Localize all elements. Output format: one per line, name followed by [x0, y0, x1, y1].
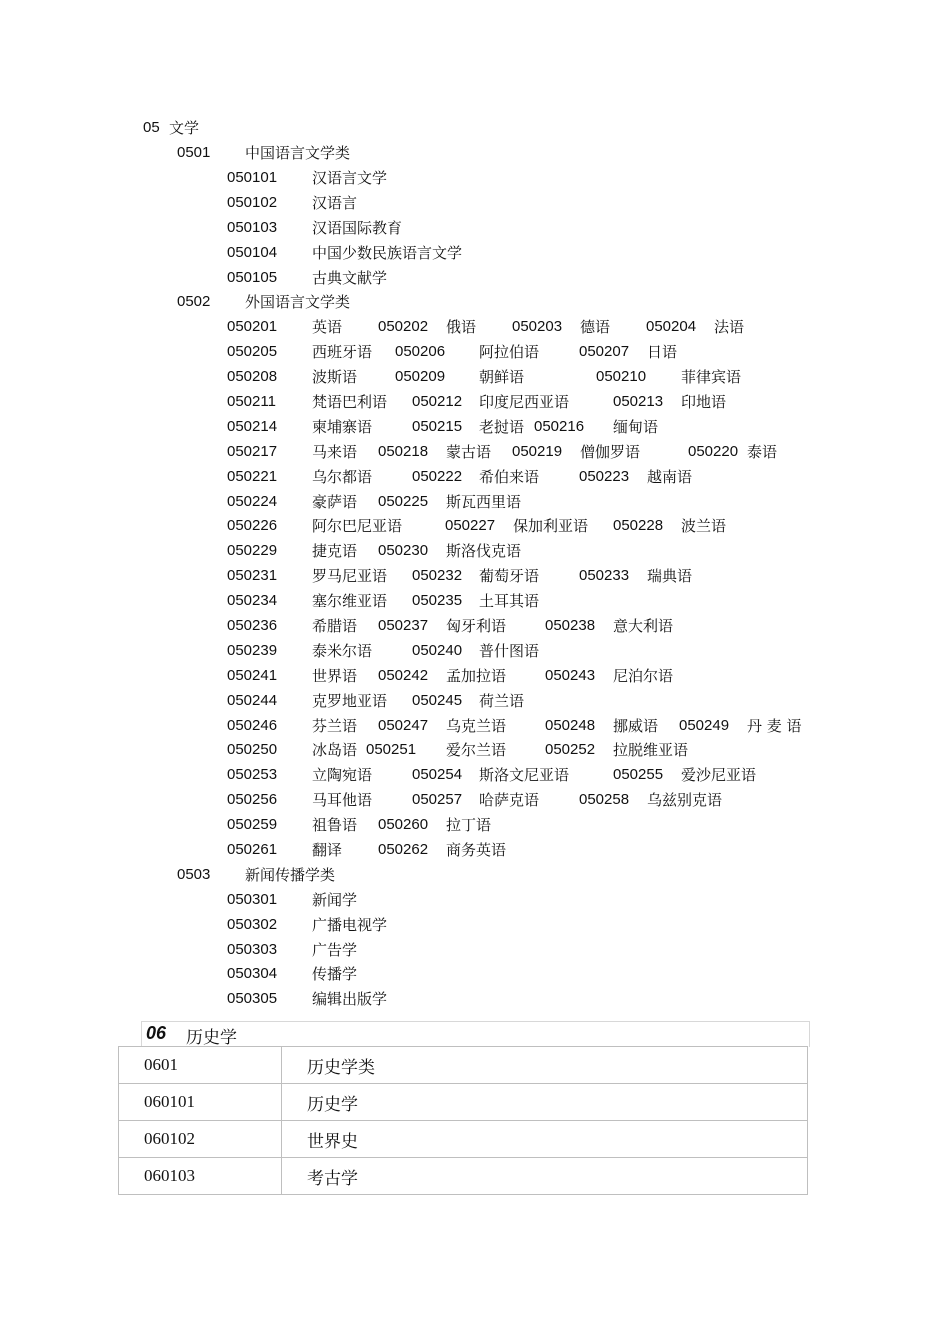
item-name: 希腊语	[312, 617, 358, 635]
item-code: 050104	[227, 244, 278, 261]
item-code: 050254	[412, 766, 463, 783]
item-name: 匈牙利语	[446, 617, 507, 635]
item-name: 传播学	[312, 965, 358, 983]
item-code: 050302	[227, 916, 278, 933]
item-name: 古典文献学	[312, 269, 388, 287]
item-name: 瑞典语	[647, 567, 693, 585]
history-table	[118, 1046, 808, 1195]
item-name: 荷兰语	[479, 692, 525, 710]
item-name: 汉语言文学	[312, 169, 388, 187]
item-code: 050301	[227, 891, 278, 908]
item-name: 斯洛文尼亚语	[479, 766, 570, 784]
item-code: 050244	[227, 692, 278, 709]
item-name: 尼泊尔语	[613, 667, 674, 685]
section-code: 05	[143, 119, 160, 136]
item-code: 050201	[227, 318, 278, 335]
name-cell: 世界史	[282, 1121, 808, 1158]
table-row	[119, 1047, 808, 1084]
table-row	[119, 1158, 808, 1195]
item-name: 日语	[647, 343, 678, 361]
item-code: 050248	[545, 717, 596, 734]
item-code: 050221	[227, 468, 278, 485]
item-name: 阿拉伯语	[479, 343, 540, 361]
code-cell: 060101	[119, 1084, 282, 1121]
item-name: 西班牙语	[312, 343, 373, 361]
item-code: 050227	[445, 517, 496, 534]
item-name: 马耳他语	[312, 791, 373, 809]
item-name: 葡萄牙语	[479, 567, 540, 585]
item-code: 050209	[395, 368, 446, 385]
item-code: 050225	[378, 493, 429, 510]
item-code: 050220	[688, 443, 739, 460]
item-code: 050303	[227, 941, 278, 958]
item-name: 立陶宛语	[312, 766, 373, 784]
item-code: 050204	[646, 318, 697, 335]
item-name: 商务英语	[446, 841, 507, 859]
item-name: 菲律宾语	[681, 368, 742, 386]
item-name: 保加利亚语	[513, 517, 589, 535]
item-name: 蒙古语	[446, 443, 492, 461]
group-code: 0503	[177, 866, 211, 883]
item-name: 广告学	[312, 941, 358, 959]
section-title: 历史学	[186, 1028, 237, 1048]
item-name: 拉丁语	[446, 816, 492, 834]
item-name: 爱沙尼亚语	[681, 766, 757, 784]
item-name: 缅甸语	[613, 418, 659, 436]
item-code: 050211	[227, 393, 276, 410]
item-name: 挪威语	[613, 717, 659, 735]
item-code: 050262	[378, 841, 429, 858]
section-06-heading	[141, 1021, 810, 1047]
item-name: 越南语	[647, 468, 693, 486]
item-code: 050261	[227, 841, 278, 858]
item-name: 罗马尼亚语	[312, 567, 388, 585]
item-name: 阿尔巴尼亚语	[312, 517, 403, 535]
item-code: 050105	[227, 269, 278, 286]
item-code: 050214	[227, 418, 278, 435]
item-code: 050255	[613, 766, 664, 783]
item-name: 乌兹别克语	[647, 791, 723, 809]
item-code: 050256	[227, 791, 278, 808]
item-code: 050242	[378, 667, 429, 684]
item-code: 050252	[545, 741, 596, 758]
name-cell: 考古学	[282, 1158, 808, 1195]
item-name: 编辑出版学	[312, 990, 388, 1008]
item-code: 050237	[378, 617, 429, 634]
item-code: 050250	[227, 741, 278, 758]
item-code: 050233	[579, 567, 630, 584]
item-name: 波兰语	[681, 517, 727, 535]
item-name: 翻译	[312, 841, 343, 859]
item-name: 斯瓦西里语	[446, 493, 522, 511]
item-name: 波斯语	[312, 368, 358, 386]
name-cell: 历史学	[282, 1084, 808, 1121]
item-code: 050249	[679, 717, 730, 734]
item-code: 050101	[227, 169, 278, 186]
item-code: 050224	[227, 493, 278, 510]
item-code: 050210	[596, 368, 647, 385]
item-name: 德语	[580, 318, 611, 336]
item-code: 050205	[227, 343, 278, 360]
item-name: 芬兰语	[312, 717, 358, 735]
item-code: 050251	[366, 741, 417, 758]
section-code: 06	[146, 1023, 167, 1043]
code-cell: 060102	[119, 1121, 282, 1158]
section-title: 文学	[169, 119, 200, 137]
item-name: 普什图语	[479, 642, 540, 660]
item-code: 050219	[512, 443, 563, 460]
item-name: 捷克语	[312, 542, 358, 560]
item-code: 050246	[227, 717, 278, 734]
item-code: 050241	[227, 667, 278, 684]
item-code: 050103	[227, 219, 278, 236]
item-code: 050229	[227, 542, 278, 559]
item-name: 爱尔兰语	[446, 741, 507, 759]
item-name: 法语	[714, 318, 745, 336]
item-name: 朝鲜语	[479, 368, 525, 386]
item-code: 050218	[378, 443, 429, 460]
item-name: 孟加拉语	[446, 667, 507, 685]
name-cell: 历史学类	[282, 1047, 808, 1084]
item-code: 050216	[534, 418, 585, 435]
item-code: 050238	[545, 617, 596, 634]
item-code: 050253	[227, 766, 278, 783]
item-name: 泰米尔语	[312, 642, 373, 660]
item-code: 050240	[412, 642, 463, 659]
item-name: 斯洛伐克语	[446, 542, 522, 560]
item-name: 乌尔都语	[312, 468, 373, 486]
item-name: 希伯来语	[479, 468, 540, 486]
item-code: 050202	[378, 318, 429, 335]
table-row	[119, 1084, 808, 1121]
item-name: 豪萨语	[312, 493, 358, 511]
table-row	[119, 1121, 808, 1158]
item-name: 祖鲁语	[312, 816, 358, 834]
code-cell: 060103	[119, 1158, 282, 1195]
item-name: 僧伽罗语	[580, 443, 641, 461]
item-code: 050203	[512, 318, 563, 335]
item-code: 050245	[412, 692, 463, 709]
item-code: 050215	[412, 418, 463, 435]
item-name: 冰岛语	[312, 741, 358, 759]
item-code: 050234	[227, 592, 278, 609]
item-name: 乌克兰语	[446, 717, 507, 735]
item-code: 050260	[378, 816, 429, 833]
code-cell: 0601	[119, 1047, 282, 1084]
item-code: 050212	[412, 393, 463, 410]
group-title: 外国语言文学类	[245, 293, 351, 311]
item-code: 050305	[227, 990, 278, 1007]
item-code: 050231	[227, 567, 278, 584]
item-name: 汉语国际教育	[312, 219, 403, 237]
item-code: 050222	[412, 468, 463, 485]
item-name: 俄语	[446, 318, 477, 336]
item-code: 050208	[227, 368, 278, 385]
item-code: 050243	[545, 667, 596, 684]
item-code: 050217	[227, 443, 278, 460]
item-code: 050223	[579, 468, 630, 485]
item-code: 050258	[579, 791, 630, 808]
item-code: 050206	[395, 343, 446, 360]
item-code: 050304	[227, 965, 278, 982]
item-code: 050259	[227, 816, 278, 833]
item-code: 050239	[227, 642, 278, 659]
item-name: 意大利语	[613, 617, 674, 635]
item-code: 050257	[412, 791, 463, 808]
group-title: 中国语言文学类	[245, 144, 351, 162]
item-name: 哈萨克语	[479, 791, 540, 809]
item-name: 印度尼西亚语	[479, 393, 570, 411]
item-name: 丹 麦 语	[747, 717, 802, 735]
item-name: 中国少数民族语言文学	[312, 244, 463, 262]
item-code: 050228	[613, 517, 664, 534]
item-code: 050213	[613, 393, 664, 410]
item-name: 克罗地亚语	[312, 692, 388, 710]
item-code: 050102	[227, 194, 278, 211]
item-name: 土耳其语	[479, 592, 540, 610]
group-code: 0501	[177, 144, 211, 161]
item-name: 拉脱维亚语	[613, 741, 689, 759]
item-code: 050247	[378, 717, 429, 734]
item-code: 050226	[227, 517, 278, 534]
group-title: 新闻传播学类	[245, 866, 336, 884]
item-name: 世界语	[312, 667, 358, 685]
item-name: 梵语巴利语	[312, 393, 388, 411]
item-name: 汉语言	[312, 194, 358, 212]
item-code: 050230	[378, 542, 429, 559]
item-code: 050232	[412, 567, 463, 584]
item-code: 050207	[579, 343, 630, 360]
item-name: 印地语	[681, 393, 727, 411]
item-name: 英语	[312, 318, 343, 336]
item-name: 塞尔维亚语	[312, 592, 388, 610]
item-code: 050236	[227, 617, 278, 634]
item-name: 老挝语	[479, 418, 525, 436]
item-name: 泰语	[747, 443, 778, 461]
item-code: 050235	[412, 592, 463, 609]
item-name: 新闻学	[312, 891, 358, 909]
group-code: 0502	[177, 293, 211, 310]
item-name: 马来语	[312, 443, 358, 461]
item-name: 广播电视学	[312, 916, 388, 934]
item-name: 柬埔寨语	[312, 418, 373, 436]
